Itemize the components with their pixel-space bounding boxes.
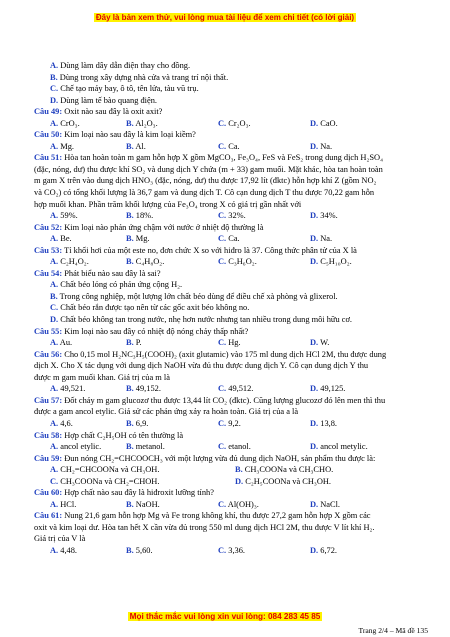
option-text: Na. — [320, 234, 333, 244]
option-letter: D. — [310, 338, 319, 348]
option-letter: D. — [310, 211, 319, 221]
option-text: Trong công nghiệp, một lượng lớn chất béo dùng để điều chế xà phòng và glixerol. — [59, 291, 338, 301]
question-text: được a gam ancol etylic. Giả sử các phản ứng xảy ra hoàn toàn. Giá trị của a là — [34, 407, 299, 417]
option-letter: A. — [50, 211, 59, 221]
question-label: Câu 59: — [34, 453, 63, 463]
option-letter: A. — [50, 545, 59, 555]
option-letter: A. — [50, 384, 59, 394]
answer-option — [218, 118, 310, 130]
option-letter: D. — [50, 95, 59, 105]
answer-option — [310, 118, 402, 130]
answer-row — [34, 418, 424, 430]
option-text: Hg. — [228, 338, 241, 348]
question-text: Nung 21,6 gam hỗn hợp Mg và Fe trong không khí, thu được 27,2 gam hỗn hợp X gồm các — [64, 511, 371, 521]
option-text: 32%. — [228, 211, 246, 221]
option-letter: B. — [126, 257, 134, 267]
contact-banner: Mọi thắc mắc vui lòng xin vui lòng: 084 283 45 85 — [129, 612, 321, 621]
question — [34, 453, 424, 465]
option-text: Au. — [59, 338, 73, 348]
answer-option — [34, 302, 424, 314]
answer-option — [218, 545, 310, 557]
question-text: Hợp chất nào sau đây là hiđroxit lưỡng tính? — [64, 488, 214, 498]
question-label: Câu 61: — [34, 511, 63, 521]
question-text: Kim loại nào sau đây có nhiệt độ nóng chảy thấp nhất? — [64, 326, 249, 336]
option-letter: B. — [126, 211, 134, 221]
question-text: m gam X trên vào dung dịch HNO₃ (đặc, nóng, dư) thu được 17,92 lít (đktc) hỗn hợp khí Z (gồm NO₂ — [34, 176, 377, 186]
option-letter: A. — [50, 257, 59, 267]
question-text: Tỉ khối hơi của một este no, đơn chức X so với hiđro là 37. Công thức phân tử của X là — [64, 245, 357, 255]
question-line — [34, 510, 424, 522]
question — [34, 245, 424, 257]
answer-option — [218, 499, 310, 511]
option-text: 9,2. — [228, 418, 241, 428]
question-label: Câu 58: — [34, 430, 63, 440]
option-letter: B. — [126, 338, 134, 348]
option-text: Al(OH)₃. — [227, 499, 259, 509]
option-letter: B. — [126, 499, 134, 509]
question-text: oxit và kim loại dư. Hòa tan hết X cần vừa đủ trong 550 ml dung dịch HCl 2M, thu được V lít khí H₂. — [34, 522, 375, 532]
answer-option — [218, 441, 310, 453]
option-letter: C. — [50, 476, 59, 486]
option-text: CH₂=CHCOONa và CH₃OH. — [60, 465, 160, 475]
answer-option — [34, 418, 126, 430]
answer-option — [310, 337, 402, 349]
answer-option — [310, 256, 402, 268]
option-text: Dùng làm dây dẫn điện thay cho đồng. — [60, 61, 191, 70]
question-label: Câu 54: — [34, 268, 63, 278]
option-text: Mg. — [135, 234, 150, 244]
option-text: W. — [320, 338, 330, 348]
question-line — [34, 372, 424, 384]
option-text: 4,6. — [60, 418, 73, 428]
option-text: 18%. — [135, 211, 154, 221]
option-letter: C. — [218, 118, 227, 128]
question-line — [34, 187, 424, 199]
option-letter: A. — [50, 338, 59, 348]
answer-row — [34, 464, 424, 476]
question — [34, 268, 424, 280]
answer-option — [34, 291, 424, 303]
option-letter: D. — [310, 118, 319, 128]
option-letter: B. — [126, 442, 134, 452]
answer-option — [218, 418, 310, 430]
answer-row — [34, 545, 424, 557]
question-text: Hòa tan hoàn toàn m gam hỗn hợp X gồm MgCO₃, Fe₃O₄, FeS và FeS₂ trong dung dịch H₂SO₄ — [64, 153, 384, 163]
option-text: 6,9. — [135, 418, 149, 428]
answer-row — [34, 118, 424, 130]
answer-row — [34, 337, 424, 349]
option-text: P. — [135, 338, 142, 348]
question-text: Oxit nào sau đây là oxit axit? — [64, 107, 163, 117]
option-text: etanol. — [228, 442, 251, 452]
question — [34, 106, 424, 118]
question-line — [34, 395, 424, 407]
question-label: Câu 52: — [34, 222, 63, 232]
option-text: Chất béo rắn được tạo nên từ các gốc axit béo không no. — [60, 303, 250, 313]
question-text: Hợp chất C₂H₅OH có tên thường là — [64, 430, 184, 440]
option-letter: C. — [218, 257, 227, 267]
answer-row — [34, 233, 424, 245]
option-letter: D. — [310, 257, 319, 267]
answer-option — [310, 441, 402, 453]
option-letter: A. — [50, 499, 59, 509]
question-line — [34, 199, 424, 211]
option-text: Ca. — [228, 234, 240, 244]
option-letter: C. — [218, 234, 227, 244]
option-letter: D. — [310, 141, 319, 151]
question — [34, 129, 424, 141]
option-text: ancol metylic. — [320, 442, 368, 452]
option-letter: D. — [310, 234, 319, 244]
option-text: Cr₂O₃. — [228, 118, 251, 128]
answer-option — [218, 256, 310, 268]
question-text: dịch X. Cho X tác dụng với dung dịch NaOH vừa đủ thu được dung dịch Y. Cô cạn dung dịch Y thu — [34, 361, 369, 371]
answer-option — [218, 337, 310, 349]
answer-option — [34, 499, 126, 511]
option-text: 6,72. — [320, 545, 337, 555]
option-text: Be. — [60, 234, 72, 244]
option-letter: A. — [50, 118, 59, 128]
option-letter: B. — [235, 465, 243, 475]
option-text: 3,36. — [228, 545, 245, 555]
option-letter: A. — [50, 61, 59, 70]
answer-option — [34, 83, 424, 95]
option-text: 49,521. — [60, 384, 86, 394]
option-letter: B. — [126, 418, 134, 428]
answer-option — [235, 476, 420, 488]
answer-row — [34, 499, 424, 511]
option-text: HCl. — [60, 499, 77, 509]
option-letter: C. — [218, 384, 227, 394]
answer-row — [34, 383, 424, 395]
question-label: Câu 53: — [34, 245, 63, 255]
answer-option — [310, 418, 402, 430]
option-letter: D. — [50, 315, 59, 325]
question-line — [34, 164, 424, 176]
option-letter: A. — [50, 141, 59, 151]
answer-option — [34, 141, 126, 153]
option-text: Chế tạo máy bay, ô tô, tên lửa, tàu vũ trụ. — [60, 84, 199, 94]
option-letter: A. — [50, 418, 59, 428]
option-letter: C. — [218, 141, 227, 151]
option-letter: D. — [310, 384, 319, 394]
question — [34, 222, 424, 234]
answer-option — [235, 464, 420, 476]
question-line — [34, 152, 424, 164]
question-text: Kim loại nào sau đây là kim loại kiềm? — [64, 130, 196, 140]
question-label: Câu 49: — [34, 107, 63, 117]
option-text: C₂H₄O₂. — [60, 257, 89, 267]
question-line — [34, 175, 424, 187]
answer-option — [126, 383, 218, 395]
option-text: 49,125. — [320, 384, 346, 394]
option-text: C₃H₆O₂. — [228, 257, 257, 267]
answer-option — [218, 210, 310, 222]
answer-option — [34, 210, 126, 222]
answer-option — [126, 256, 218, 268]
answer-option — [310, 383, 402, 395]
option-text: 59%. — [60, 211, 78, 221]
option-text: 4,48. — [60, 545, 77, 555]
option-text: Mg. — [60, 141, 74, 151]
question — [34, 487, 424, 499]
option-letter: C. — [218, 418, 227, 428]
question-label: Câu 57: — [34, 395, 63, 405]
preview-banner: Đây là bản xem thử, vui lòng mua tài liệu để xem chi tiết (có lời giải) — [95, 13, 355, 22]
option-text: Dùng trong xây dựng nhà cửa và trang trí nội thất. — [59, 72, 229, 82]
answer-option — [34, 256, 126, 268]
answer-option — [34, 314, 424, 326]
exam-content — [34, 60, 424, 557]
question-text: hợp muối khan. Phần trăm khối lượng của Fe₃O₄ trong X có giá trị gần nhất với — [34, 199, 302, 209]
option-letter: B. — [126, 118, 134, 128]
answer-option — [126, 118, 218, 130]
option-letter: D. — [310, 418, 319, 428]
answer-option — [126, 499, 218, 511]
answer-option — [34, 118, 126, 130]
answer-option — [34, 279, 424, 291]
question-line — [34, 349, 424, 361]
option-text: ancol etylic. — [60, 442, 102, 452]
option-letter: C. — [218, 545, 227, 555]
answer-row — [34, 256, 424, 268]
answer-option — [310, 210, 402, 222]
question-label: Câu 56: — [34, 349, 63, 359]
option-text: 49,512. — [228, 384, 254, 394]
answer-row — [34, 441, 424, 453]
option-letter: B. — [126, 234, 134, 244]
answer-option — [34, 72, 424, 84]
option-letter: C. — [50, 84, 59, 94]
option-letter: B. — [126, 545, 134, 555]
option-letter: C. — [50, 303, 59, 313]
page-footer: Trang 2/4 – Mã đề 135 — [358, 626, 428, 635]
option-letter: A. — [50, 465, 59, 475]
question-text: Giá trị của V là — [34, 534, 86, 544]
answer-option — [126, 233, 218, 245]
option-text: 34%. — [320, 211, 338, 221]
question-text: được m gam muối khan. Giá trị của m là — [34, 372, 170, 382]
option-text: NaOH. — [135, 499, 160, 509]
answer-row — [34, 210, 424, 222]
answer-option — [126, 441, 218, 453]
answer-option — [34, 337, 126, 349]
option-text: C₄H₈O₂. — [135, 257, 165, 267]
option-text: C₂H₅COONa và CH₃OH. — [245, 476, 332, 486]
option-text: 49,152. — [135, 384, 161, 394]
question — [34, 430, 424, 442]
answer-row — [34, 141, 424, 153]
question-text: Cho 0,15 mol H₂NC₃H₅(COOH)₂ (axit glutamic) vào 175 ml dung dịch HCl 2M, thu được dung — [64, 349, 387, 359]
answer-row — [34, 476, 424, 488]
answer-option — [34, 95, 424, 107]
question-line — [34, 522, 424, 534]
option-text: Al. — [135, 141, 146, 151]
option-letter: A. — [50, 234, 59, 244]
option-text: Dùng làm tế bào quang điện. — [60, 95, 158, 105]
answer-option — [310, 545, 402, 557]
answer-option — [34, 383, 126, 395]
question-line — [34, 533, 424, 545]
answer-option — [34, 441, 126, 453]
option-text: Al₂O₃. — [135, 118, 158, 128]
answer-option — [218, 383, 310, 395]
question-text: Đun nóng CH₂=CHCOOCH₃ với một lượng vừa đủ dung dịch NaOH, sản phẩm thu được là: — [64, 453, 376, 463]
question-text: (đặc, nóng, dư) thu được khí SO₂ và dung dịch Y chứa (m + 33) gam muối. Mặt khác, hòa tan hoàn toàn — [34, 164, 383, 174]
option-text: Na. — [320, 141, 333, 151]
option-letter: C. — [218, 338, 227, 348]
option-letter: C. — [218, 442, 227, 452]
answer-option — [126, 210, 218, 222]
question-text: và CO₂) có tổng khối lượng là 36,7 gam và dung dịch T. Cô cạn dung dịch T thu được 70,22 gam hỗn — [34, 188, 375, 198]
question-label: Câu 55: — [34, 326, 63, 336]
answer-option — [126, 418, 218, 430]
answer-option — [50, 476, 235, 488]
question-label: Câu 51: — [34, 153, 63, 163]
answer-option — [126, 545, 218, 557]
option-text: C₅H₁₀O₂. — [320, 257, 352, 267]
option-text: CH₃COONa và CH₂=CHOH. — [60, 476, 160, 486]
answer-option — [218, 141, 310, 153]
option-letter: D. — [310, 499, 319, 509]
option-letter: A. — [50, 280, 59, 290]
question — [34, 326, 424, 338]
option-text: 5,60. — [135, 545, 153, 555]
question-text: Phát biểu nào sau đây là sai? — [64, 268, 161, 278]
question-label: Câu 50: — [34, 130, 63, 140]
option-letter: B. — [126, 141, 134, 151]
option-text: Chất béo lỏng có phản ứng cộng H₂. — [60, 280, 183, 290]
option-letter: D. — [235, 476, 244, 486]
option-text: 13,8. — [320, 418, 337, 428]
question-line — [34, 406, 424, 418]
question-text: Kim loại nào phản ứng chậm với nước ở nhiệt độ thường là — [64, 222, 264, 232]
option-letter: C. — [218, 499, 227, 509]
question-text: Đốt cháy m gam glucozơ thu được 13,44 lít CO₂ (đktc). Cũng lượng glucozơ đó lên men thì thu — [64, 395, 386, 405]
answer-option — [126, 141, 218, 153]
option-text: CaO. — [320, 118, 338, 128]
answer-option — [310, 499, 402, 511]
answer-option — [50, 464, 235, 476]
answer-option — [310, 141, 402, 153]
option-letter: B. — [50, 291, 58, 301]
option-letter: C. — [218, 211, 227, 221]
answer-option — [34, 60, 424, 72]
option-text: Chất béo không tan trong nước, nhẹ hơn nước nhưng tan nhiều trong dung môi hữu cơ. — [60, 315, 352, 325]
option-text: CrO₃. — [60, 118, 80, 128]
option-letter: A. — [50, 442, 59, 452]
answer-option — [310, 233, 402, 245]
answer-option — [34, 545, 126, 557]
option-text: metanol. — [135, 442, 165, 452]
answer-option — [34, 233, 126, 245]
option-text: Ca. — [228, 141, 240, 151]
question-line — [34, 360, 424, 372]
option-letter: B. — [50, 72, 58, 82]
option-letter: B. — [126, 384, 134, 394]
question-label: Câu 60: — [34, 488, 63, 498]
answer-option — [126, 337, 218, 349]
option-letter: D. — [310, 442, 319, 452]
option-letter: D. — [310, 545, 319, 555]
option-text: NaCl. — [320, 499, 341, 509]
answer-option — [218, 233, 310, 245]
option-text: CH₃COONa và CH₃CHO. — [244, 465, 334, 475]
